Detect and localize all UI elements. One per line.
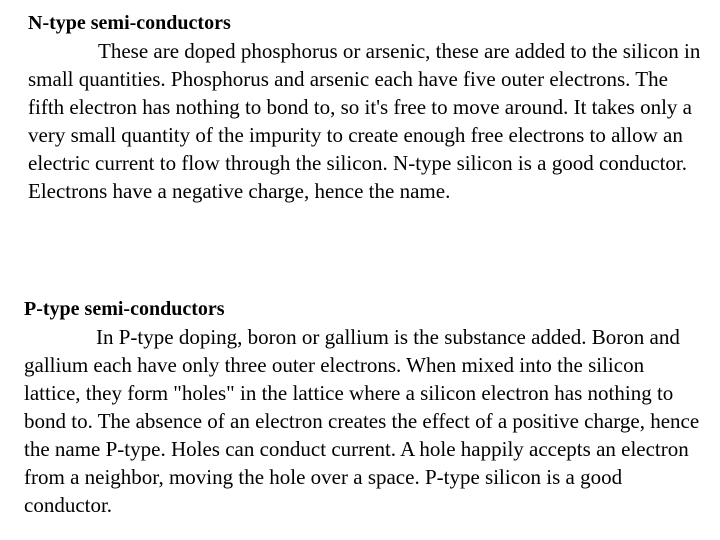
n-type-paragraph: These are doped phosphorus or arsenic, these are added to the silicon in small quantities. Phosphorus and arsenic each have five outer electrons. The fifth electron has nothing to bond to, so it's free to move around. It takes only a very small quantity of the impurity to create enough free electrons to allow an electric current to flow through the silicon. N-type silicon is a good conductor. Electrons have a negative charge, hence the name. xyxy=(28,39,701,203)
n-type-heading: N-type semi-conductors xyxy=(28,12,231,34)
n-type-section xyxy=(28,9,708,205)
p-type-section xyxy=(24,295,704,519)
p-type-heading: P-type semi-conductors xyxy=(24,298,225,320)
p-type-paragraph: In P-type doping, boron or gallium is the substance added. Boron and gallium each have only three outer electrons. When mixed into the silicon lattice, they form "holes" in the lattice where a silicon electron has nothing to bond to. The absence of an electron creates the effect of a positive charge, hence the name P-type. Holes can conduct current. A hole happily accepts an electron from a neighbor, moving the hole over a space. P-type silicon is a good conductor. xyxy=(24,325,700,517)
